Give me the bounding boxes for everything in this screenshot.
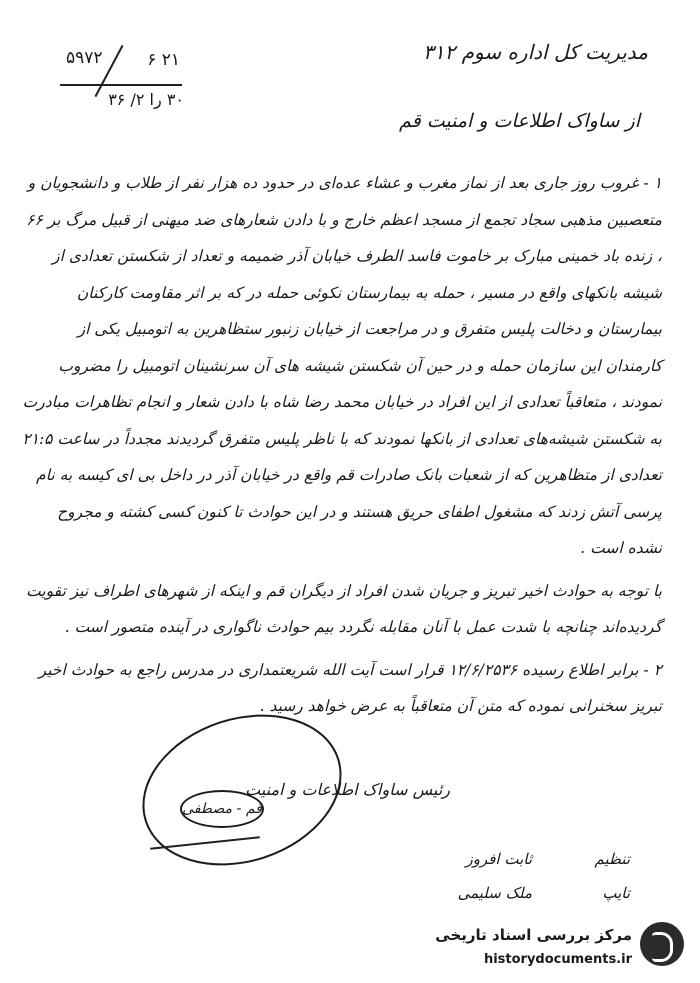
watermark-title: مرکز بررسی اسناد تاریخی (435, 926, 632, 944)
paragraph-2: با توجه به حوادث اخیر تبریز و جریان شدن افراد از دیگران قم و اینکه از شهرهای اطراف نیز تقویت گردیده‌اند چنانچه با شدت عمل با آنان مقابله نگردد بیم حوادث ناگواری در آینده متصور است . (26, 581, 662, 636)
closing-title: رئیس ساواک اطلاعات و امنیت (245, 780, 450, 799)
recipient-line: مدیریت کل اداره سوم ۳۱۲ (423, 40, 648, 64)
distribution-typist (370, 850, 630, 868)
reference-divider (60, 84, 182, 86)
typer-label: تایپ (602, 884, 630, 902)
reference-number: ۲۱ ۶ (147, 50, 180, 70)
sender-line: از ساواک اطلاعات و امنیت قم (398, 110, 640, 132)
watermark-url: historydocuments.ir (483, 952, 632, 967)
typist-name: ثابت افروز (465, 850, 532, 868)
paragraph-1: ۱ - غروب روز جاری بعد از نماز مغرب و عشاء عده‌ای در حدود ده هزار نفر از طلاب و دانشجویان و متعصبین مذهبی سجاد تجمع از مسجد اعظم خارج و با دادن شعارهای ضد میهنی از قبیل مرگ بر ۶۶ ، زنده باد خمینی مبارک بر خاموت فاسد الطرف خیابان آذر ضمیمه و تعداد از شکستن تعدادی از شیشه بانکهای واقع در مسیر ، حمله به بیمارستان نکوئی حمله در که بر اثر مقاومت کارکنان بیمارستان و دخالت پلیس متفرق و در مراجعت از خیابان زنبور ستظاهرین به اتومبیل یکی از کارمندان این سازمان حمله و در حین آن شکستن شیشه های آن سرنشینان اتومبیل را مضروب نمودند ، متعاقباً تعدادی از این افراد در خیابان محمد رضا شاه با دادن شعار و انجام تظاهرات مبادرت به شکستن شیشه‌های تعدادی از بانکها نمودند که با ناظر پلیس متفرق گردیدند مجدداً در ساعت ۲۱:۵ تعدادی از متظاهرین که از شعبات بانک صادرات قم واقع در خیابان آذر در داخل بی ای کیسه به نام پرسی آتش زدند که مشغول اطفای حریق هستند و در این حوادث تا کنون کسی کشته و مجروح نشده است . (22, 174, 662, 557)
typer-name: ملک سلیمی (457, 884, 532, 902)
reference-date: ۳۰ را ۲/ ۳۶ (108, 90, 184, 109)
reference-code: ۵۹۷۲ (66, 48, 103, 68)
folder-book-icon (640, 922, 684, 966)
signature-stamp: قم - مصطفی (180, 790, 264, 828)
letter-body (22, 165, 662, 725)
typist-label: تنظیم (594, 850, 630, 868)
watermark (400, 918, 690, 978)
distribution-typer (370, 884, 630, 902)
reference-block (60, 40, 190, 120)
paragraph-3: ۲ - برابر اطلاع رسیده ۱۲/۶/۲۵۳۶ قرار است آیت الله شریعتمداری در مدرس راجع به حوادث اخیر تبریز سخنرانی نموده که متن آن متعاقباً به عرض خواهد رسید . (38, 660, 662, 715)
